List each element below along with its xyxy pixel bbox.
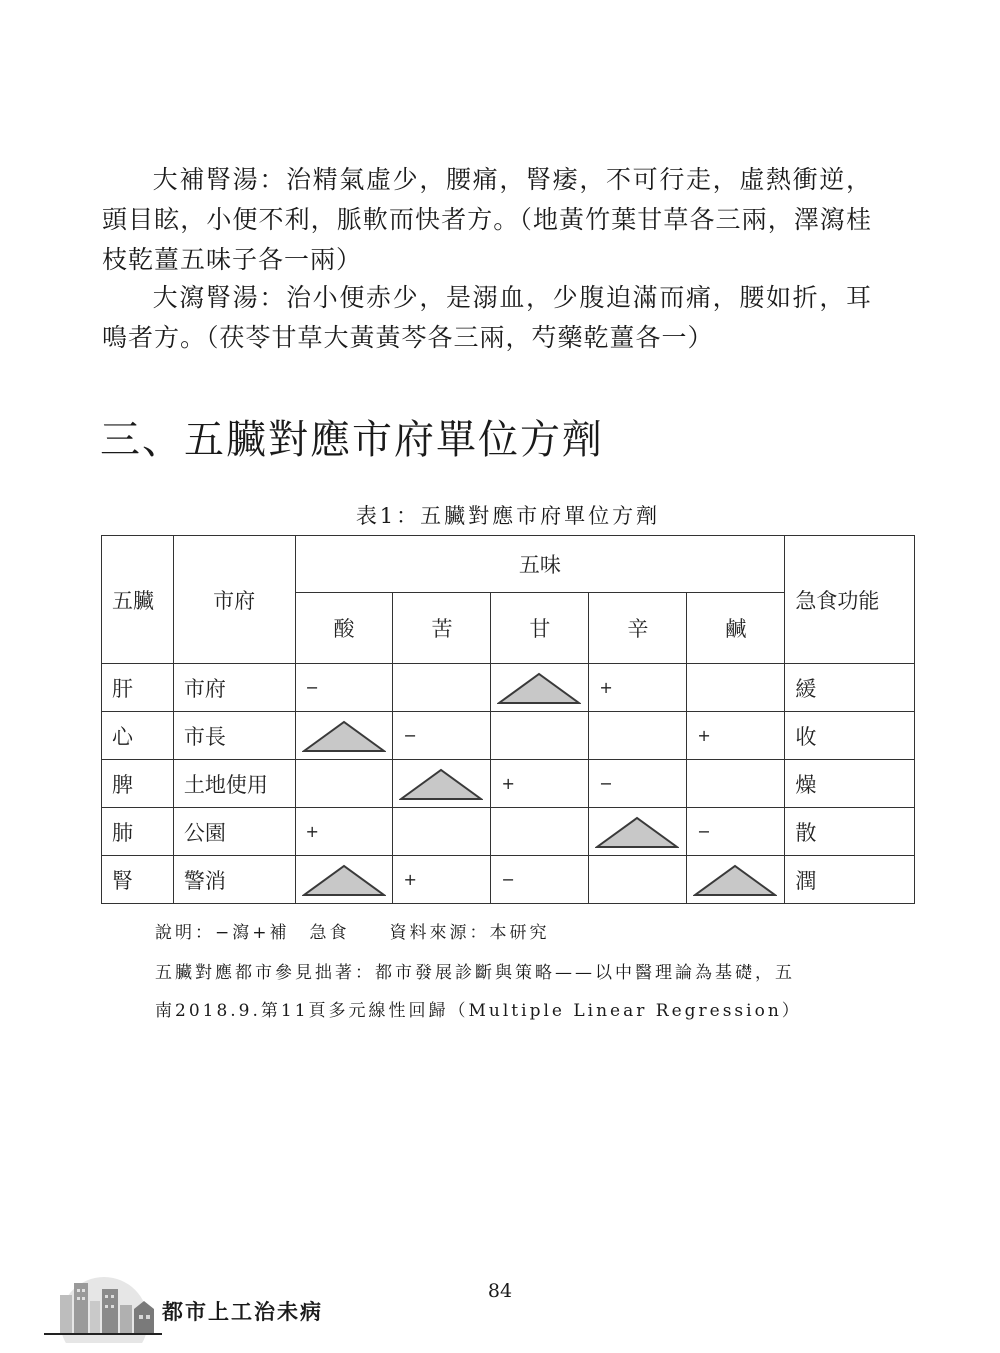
header-city: 市府 (173, 536, 295, 664)
taste-sweet-cell: + (491, 760, 589, 808)
taste-sweet-cell (491, 808, 589, 856)
taste-bitter-cell (393, 808, 491, 856)
taste-sweet-cell: − (491, 856, 589, 904)
table-note-legend: 說明：−瀉+補 急食 資料來源：本研究 (155, 923, 550, 943)
taste-pungent-cell: + (589, 664, 687, 712)
table-row (102, 856, 915, 904)
taste-sour-cell (295, 760, 393, 808)
organ-cell: 腎 (102, 856, 174, 904)
triangle-icon (693, 863, 777, 897)
table-row (102, 664, 915, 712)
taste-pungent-cell (589, 712, 687, 760)
taste-bitter-cell (393, 664, 491, 712)
table-row (102, 712, 915, 760)
header-organ: 五臟 (102, 536, 174, 664)
taste-pungent-cell (589, 856, 687, 904)
taste-sweet-cell (491, 712, 589, 760)
header-five-tastes: 五味 (295, 536, 785, 593)
function-cell: 收 (785, 712, 915, 760)
city-unit-cell: 市長 (173, 712, 295, 760)
header-taste-bitter: 苦 (393, 593, 491, 664)
table-row (102, 808, 915, 856)
city-unit-cell: 土地使用 (173, 760, 295, 808)
taste-salty-cell (687, 760, 785, 808)
organ-cell: 心 (102, 712, 174, 760)
triangle-icon (497, 671, 581, 705)
book-title: 都市上工治未病 (162, 1299, 323, 1324)
function-cell: 散 (785, 808, 915, 856)
paragraph-text: 大瀉腎湯：治小便赤少，是溺血，少腹迫滿而痛，腰如折，耳鳴者方。（茯苓甘草大黃黃芩各三兩，芍藥乾薑各一） (102, 283, 872, 352)
city-unit-cell: 市府 (173, 664, 295, 712)
triangle-icon (399, 767, 483, 801)
triangle-icon (302, 863, 386, 897)
taste-pungent-triangle-cell (589, 808, 687, 856)
five-organs-table (101, 535, 915, 904)
page-number: 84 (487, 1280, 513, 1302)
taste-sour-cell: + (295, 808, 393, 856)
table-caption: 表1：五臟對應市府單位方劑 (355, 504, 661, 528)
city-skyline-icon (44, 1275, 162, 1347)
header-taste-pungent: 辛 (589, 593, 687, 664)
header-taste-sour: 酸 (295, 593, 393, 664)
city-unit-cell: 警消 (173, 856, 295, 904)
header-taste-sweet: 甘 (491, 593, 589, 664)
table-row (102, 760, 915, 808)
organ-cell: 脾 (102, 760, 174, 808)
taste-sour-cell: − (295, 664, 393, 712)
taste-sour-triangle-cell (295, 856, 393, 904)
organ-cell: 肺 (102, 808, 174, 856)
city-unit-cell: 公園 (173, 808, 295, 856)
taste-sweet-triangle-cell (491, 664, 589, 712)
triangle-icon (595, 815, 679, 849)
triangle-icon (302, 719, 386, 753)
function-cell: 燥 (785, 760, 915, 808)
table-note-reference: 五臟對應都市參見拙著：都市發展診斷與策略——以中醫理論為基礎，五 (155, 963, 795, 983)
taste-pungent-cell: − (589, 760, 687, 808)
taste-bitter-triangle-cell (393, 760, 491, 808)
function-cell: 潤 (785, 856, 915, 904)
paragraph-text: 大補腎湯：治精氣虛少，腰痛，腎痿，不可行走，虛熱衝逆，頭目眩，小便不利，脈軟而快者方。（地黃竹葉甘草各三兩，澤瀉桂枝乾薑五味子各一兩） (102, 165, 872, 274)
taste-salty-triangle-cell (687, 856, 785, 904)
paragraph-kidney-purge (102, 278, 872, 358)
function-cell: 緩 (785, 664, 915, 712)
section-heading: 三、五臟對應市府單位方劑 (100, 417, 604, 463)
taste-sour-triangle-cell (295, 712, 393, 760)
table-note-reference-cont: 南2018.9.第11頁多元線性回歸（Multiple Linear Regression） (155, 1001, 802, 1021)
header-function: 急食功能 (785, 536, 915, 664)
header-taste-salty: 鹹 (687, 593, 785, 664)
taste-bitter-cell: − (393, 712, 491, 760)
organ-cell: 肝 (102, 664, 174, 712)
taste-salty-cell: + (687, 712, 785, 760)
paragraph-kidney-tonic (102, 160, 872, 280)
taste-bitter-cell: + (393, 856, 491, 904)
taste-salty-cell: − (687, 808, 785, 856)
taste-salty-cell (687, 664, 785, 712)
